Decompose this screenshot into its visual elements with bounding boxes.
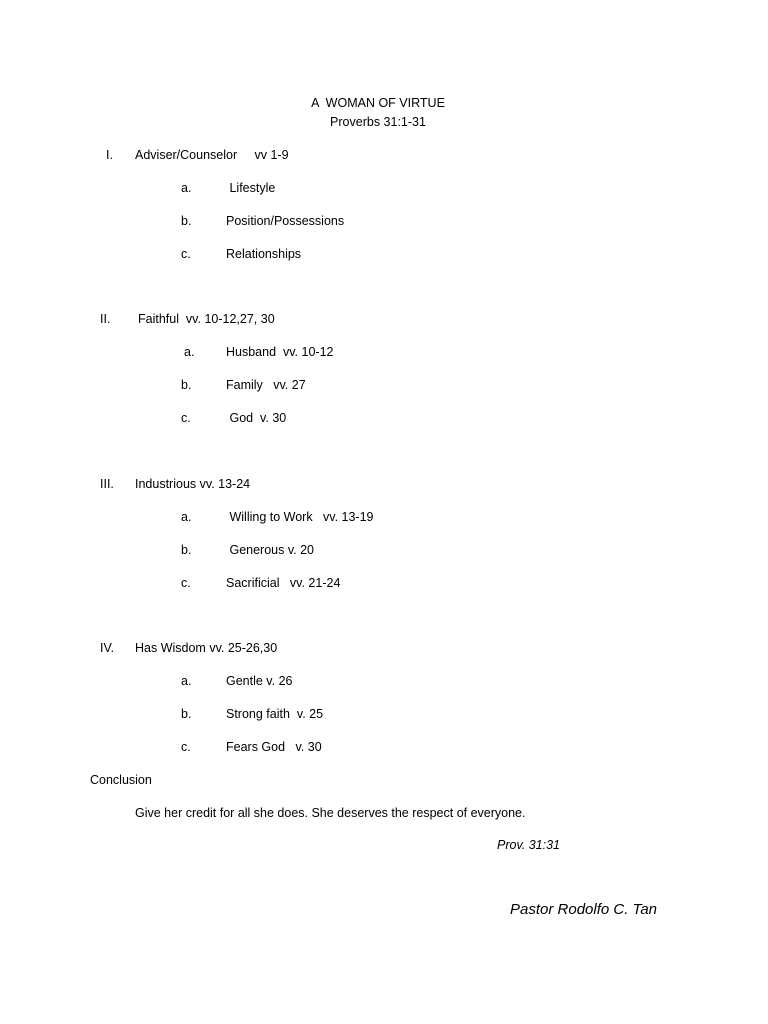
item-letter: a. (181, 181, 192, 195)
item-letter: c. (181, 411, 191, 425)
item-text: Relationships (226, 247, 302, 261)
item-letter: a. (181, 510, 192, 524)
item-text: God v. 30 (226, 411, 287, 425)
scripture-reference: Proverbs 31:1-31 (330, 115, 426, 129)
conclusion-citation: Prov. 31:31 (497, 838, 561, 852)
item-letter: b. (181, 707, 192, 721)
item-text: Generous v. 20 (226, 543, 315, 557)
item-letter: c. (181, 247, 191, 261)
item-text: Sacrificial vv. 21-24 (226, 576, 341, 590)
author-signature: Pastor Rodolfo C. Tan (510, 901, 658, 918)
item-text: Position/Possessions (226, 214, 345, 228)
section-heading: Faithful vv. 10-12,27, 30 (138, 312, 275, 326)
section-heading: Has Wisdom vv. 25-26,30 (135, 641, 278, 655)
item-text: Husband vv. 10-12 (226, 345, 334, 359)
section-numeral: IV. (100, 641, 115, 655)
section-heading: Adviser/Counselor vv 1-9 (135, 148, 289, 162)
document-title: A WOMAN OF VIRTUE (311, 96, 445, 110)
section-numeral: III. (100, 477, 114, 491)
item-letter: c. (181, 740, 191, 754)
section-heading: Industrious vv. 13-24 (135, 477, 251, 491)
item-letter: b. (181, 378, 192, 392)
item-text: Fears God v. 30 (226, 740, 322, 754)
item-letter: a. (181, 674, 192, 688)
item-text: Strong faith v. 25 (226, 707, 324, 721)
section-numeral: II. (100, 312, 111, 326)
item-text: Gentle v. 26 (226, 674, 293, 688)
item-letter: b. (181, 214, 192, 228)
item-text: Family vv. 27 (226, 378, 306, 392)
item-text: Lifestyle (226, 181, 276, 195)
item-letter: a. (184, 345, 195, 359)
section-numeral: I. (106, 148, 113, 162)
item-text: Willing to Work vv. 13-19 (226, 510, 374, 524)
item-letter: c. (181, 576, 191, 590)
conclusion-text: Give her credit for all she does. She deserves the respect of everyone. (135, 806, 526, 820)
conclusion-heading: Conclusion (90, 773, 152, 787)
item-letter: b. (181, 543, 192, 557)
